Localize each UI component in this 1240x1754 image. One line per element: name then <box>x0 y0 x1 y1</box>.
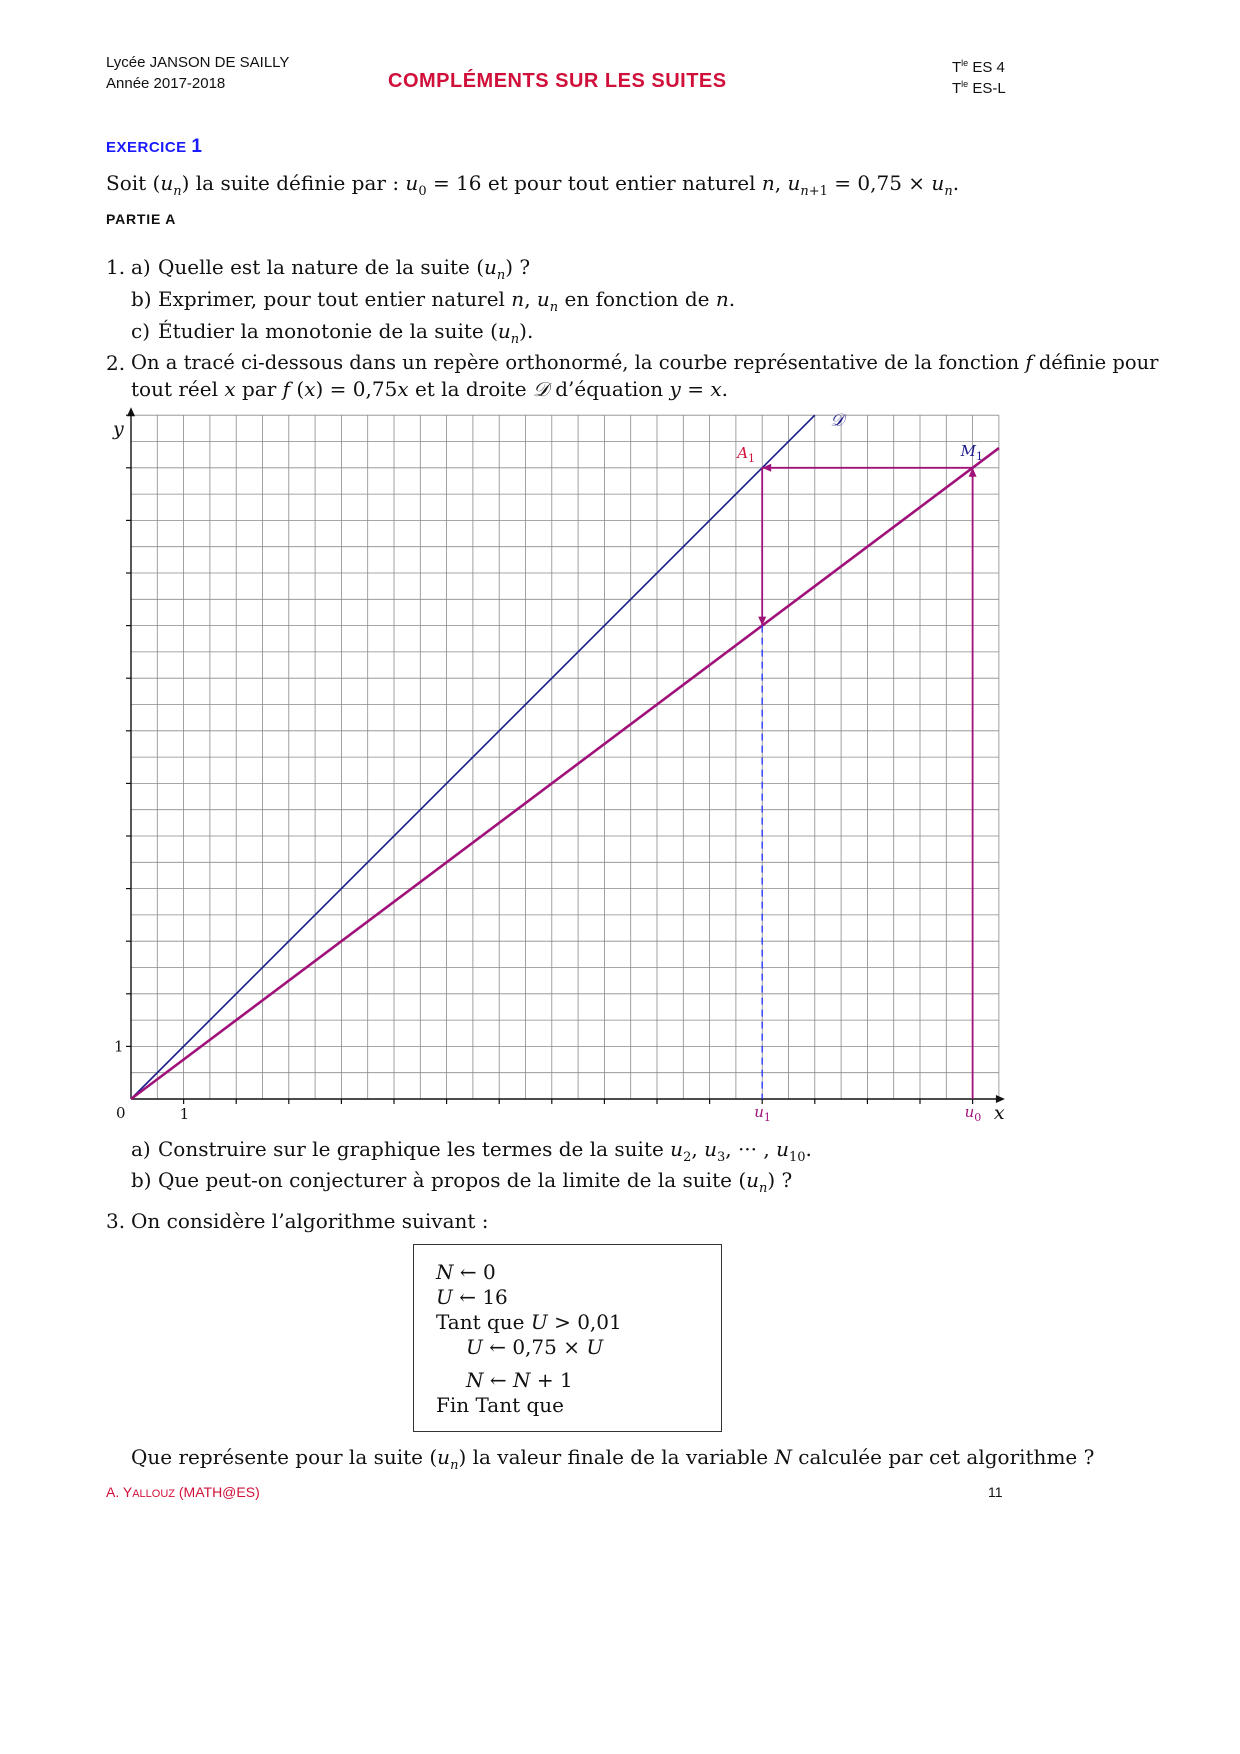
class-label-1: $T^{le}$ ES 4 <box>952 58 1005 76</box>
q2b-text: Que peut-on conjecturer à propos de la limite de la suite $(u_n)$ ? <box>158 1168 793 1196</box>
q1b-text: Exprimer, pour tout entier naturel n, $u_n$ en fonction de n. <box>158 287 736 315</box>
footer-author: A. YALLOUZ (MATH@ES) <box>106 1484 260 1500</box>
graph-labels <box>112 411 1005 1124</box>
algorithm-box <box>413 1244 722 1432</box>
algo-line-1: N ← 0 <box>436 1260 496 1284</box>
page-title: COMPLÉMENTS SUR LES SUITES <box>388 70 727 92</box>
q3-intro: On considère l’algorithme suivant : <box>131 1209 489 1233</box>
A1-label: $A_1$ <box>737 443 756 465</box>
algo-line-3: Tant que U > 0,01 <box>436 1310 622 1334</box>
origin-label: 0 <box>116 1104 126 1122</box>
q1c-text: Étudier la monotonie de la suite $(u_n)$. <box>158 319 534 347</box>
arrow-to-A1 <box>762 464 771 472</box>
exercise-label: EXERCICE 1 <box>106 136 203 157</box>
q1a-label: a) <box>131 255 151 279</box>
u0-label: $u_0$ <box>964 1103 982 1124</box>
q2-line1: On a tracé ci-dessous dans un repère orthonormé, la courbe représentative de la fonction f définie pour <box>131 351 1159 374</box>
q3-question: Que représente pour la suite $(u_n)$ la valeur finale de la variable N calculée par cet algorithme ? <box>131 1445 1095 1473</box>
algo-line-4: U ← 0,75 × U <box>466 1335 604 1359</box>
x-unit-label: 1 <box>179 1105 190 1123</box>
class-label-2: $T^{le}$ ES-L <box>952 79 1006 97</box>
q1b-label: b) <box>131 287 152 311</box>
y-axis-label: y <box>113 418 124 441</box>
q2a-text: Construire sur le graphique les termes de la suite $u_2$, $u_3$, ··· , $u_{10}$. <box>158 1137 812 1165</box>
x-axis-label: x <box>993 1102 1005 1124</box>
u1-label: $u_1$ <box>754 1103 771 1124</box>
q3-number: 3. <box>106 1209 126 1233</box>
q2a-label: a) <box>131 1137 151 1161</box>
q1c-label: c) <box>131 319 151 343</box>
M1-label: $M_1$ <box>960 441 983 463</box>
q1-number: 1. <box>106 255 126 279</box>
q2b-label: b) <box>131 1168 152 1192</box>
part-heading: PARTIE A <box>106 211 177 227</box>
algo-line-6: Fin Tant que <box>436 1393 565 1417</box>
grid <box>131 415 999 1099</box>
school-name: Lycée JANSON DE SAILLY <box>106 54 290 71</box>
y-unit-label: 1 <box>114 1037 124 1056</box>
q2-line2: tout réel x par f (x) = 0,75x et la droite 𝒟 d’équation y = x. <box>131 377 728 401</box>
q1a-text: Quelle est la nature de la suite $(u_n)$ ? <box>158 255 531 283</box>
axes <box>126 407 1005 1104</box>
algo-line-5: N ← N + 1 <box>466 1368 573 1392</box>
exercise-intro: Soit $(u_n)$ la suite définie par : $u_0 = 16$ et pour tout entier naturel n, $u_{n+1} = 0,75 \times u_n$. <box>106 171 960 199</box>
D-label: 𝒟 <box>830 410 844 431</box>
school-year: Année 2017-2018 <box>106 75 226 92</box>
line-f <box>131 448 999 1099</box>
page-number: 11 <box>988 1484 1003 1500</box>
q2-number: 2. <box>106 351 126 375</box>
algo-line-2: U ← 16 <box>436 1285 508 1309</box>
